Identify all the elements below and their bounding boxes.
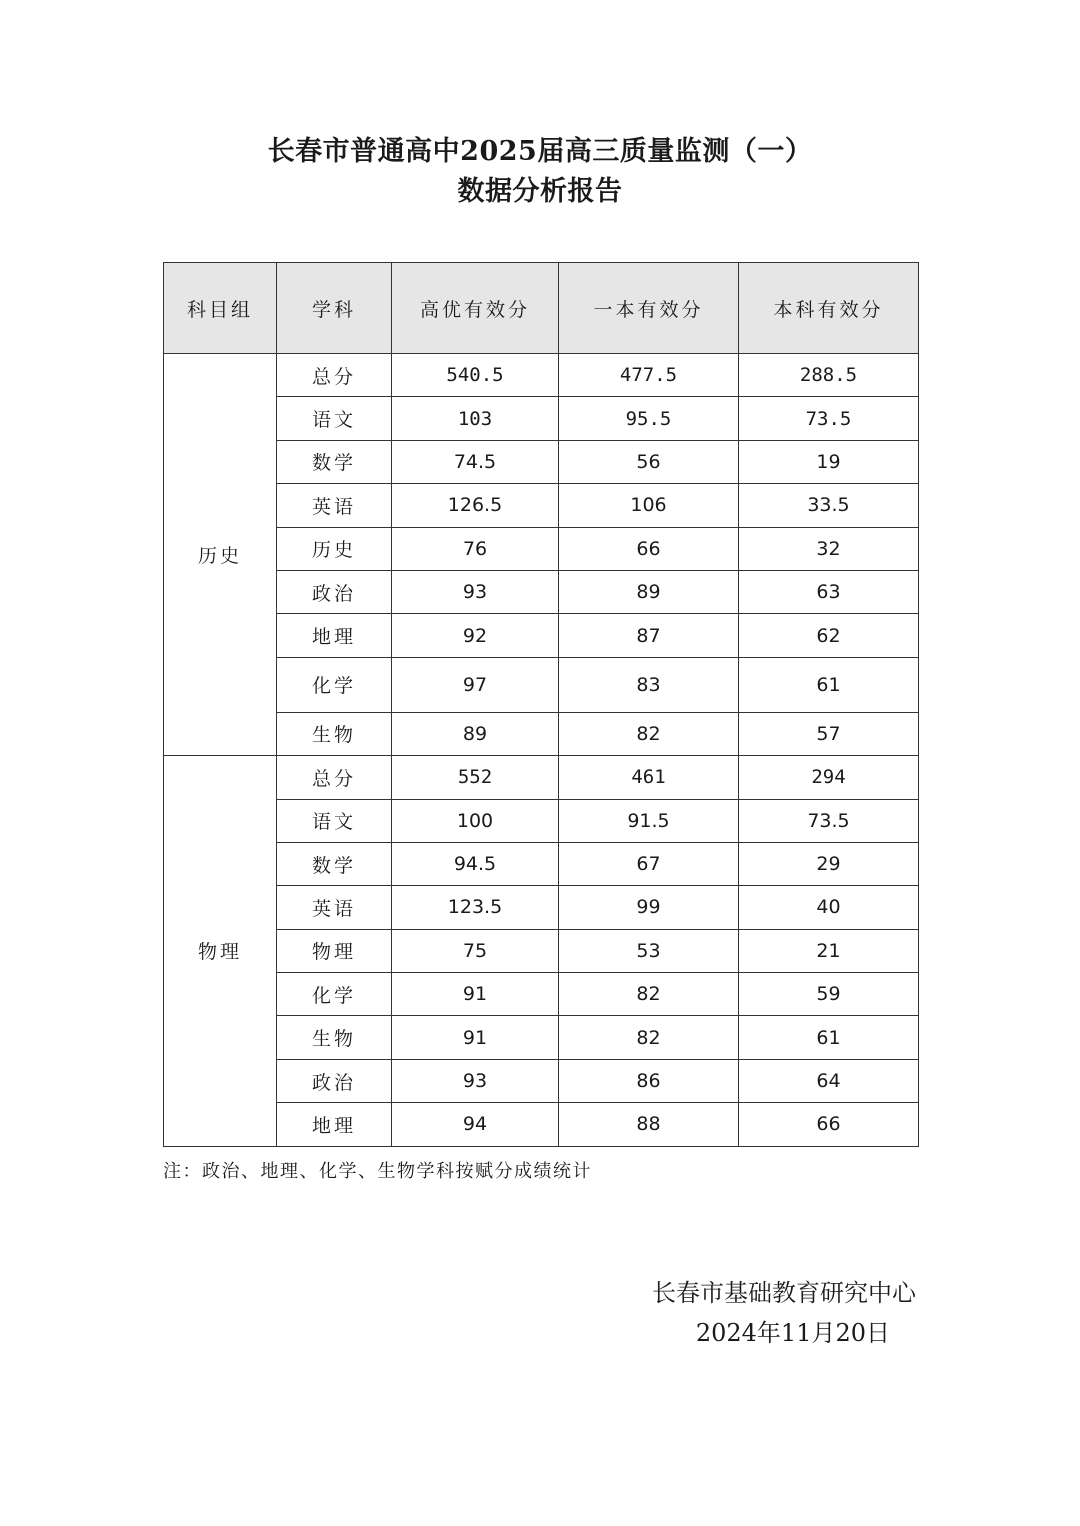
- subject-cell: 地理: [277, 614, 392, 657]
- high-score-cell: 552: [392, 756, 559, 799]
- tier1-score-cell: 82: [559, 712, 739, 755]
- subject-cell: 语文: [277, 397, 392, 440]
- high-score-cell: 89: [392, 712, 559, 755]
- high-score-cell: 92: [392, 614, 559, 657]
- subject-cell: 物理: [277, 929, 392, 972]
- tier1-score-cell: 106: [559, 484, 739, 527]
- table-row: [164, 570, 919, 613]
- subject-group-cell: 物理: [164, 756, 277, 1147]
- high-score-cell: 74.5: [392, 440, 559, 483]
- high-score-cell: 103: [392, 397, 559, 440]
- subject-cell: 生物: [277, 1016, 392, 1059]
- subject-cell: 历史: [277, 527, 392, 570]
- header-undergrad-score: 本科有效分: [739, 263, 919, 354]
- tier1-score-cell: 82: [559, 973, 739, 1016]
- table-row: [164, 657, 919, 712]
- subject-cell: 语文: [277, 799, 392, 842]
- tier1-score-cell: 67: [559, 842, 739, 885]
- undergrad-score-cell: 57: [739, 712, 919, 755]
- undergrad-score-cell: 288.5: [739, 354, 919, 397]
- undergrad-score-cell: 59: [739, 973, 919, 1016]
- header-high-score: 高优有效分: [392, 263, 559, 354]
- tier1-score-cell: 99: [559, 886, 739, 929]
- high-score-cell: 94.5: [392, 842, 559, 885]
- table-row: [164, 1059, 919, 1102]
- title-line-2: 数据分析报告: [457, 176, 623, 207]
- table-header-row: [164, 263, 919, 354]
- high-score-cell: 100: [392, 799, 559, 842]
- title-line-1: 长春市普通高中2025届高三质量监测（一）: [267, 136, 813, 167]
- table-row: [164, 354, 919, 397]
- undergrad-score-cell: 73.5: [739, 397, 919, 440]
- table-body: [164, 354, 919, 1147]
- table-row: [164, 929, 919, 972]
- subject-cell: 总分: [277, 354, 392, 397]
- subject-cell: 化学: [277, 973, 392, 1016]
- tier1-score-cell: 477.5: [559, 354, 739, 397]
- issuer-name: 长春市基础教育研究中心: [652, 1279, 916, 1307]
- tier1-score-cell: 95.5: [559, 397, 739, 440]
- undergrad-score-cell: 19: [739, 440, 919, 483]
- high-score-cell: 94: [392, 1103, 559, 1146]
- score-table: [163, 262, 919, 1147]
- tier1-score-cell: 87: [559, 614, 739, 657]
- table-row: [164, 484, 919, 527]
- undergrad-score-cell: 62: [739, 614, 919, 657]
- subject-cell: 地理: [277, 1103, 392, 1146]
- table-row: [164, 842, 919, 885]
- table-row: [164, 886, 919, 929]
- high-score-cell: 93: [392, 1059, 559, 1102]
- tier1-score-cell: 82: [559, 1016, 739, 1059]
- undergrad-score-cell: 61: [739, 1016, 919, 1059]
- subject-cell: 化学: [277, 657, 392, 712]
- table-row: [164, 1103, 919, 1146]
- subject-cell: 总分: [277, 756, 392, 799]
- subject-cell: 数学: [277, 440, 392, 483]
- table-header: [164, 263, 919, 354]
- tier1-score-cell: 56: [559, 440, 739, 483]
- tier1-score-cell: 83: [559, 657, 739, 712]
- subject-cell: 数学: [277, 842, 392, 885]
- footnote: 注：政治、地理、化学、生物学科按赋分成绩统计: [163, 1161, 592, 1182]
- undergrad-score-cell: 29: [739, 842, 919, 885]
- high-score-cell: 91: [392, 973, 559, 1016]
- tier1-score-cell: 53: [559, 929, 739, 972]
- tier1-score-cell: 86: [559, 1059, 739, 1102]
- high-score-cell: 91: [392, 1016, 559, 1059]
- high-score-cell: 76: [392, 527, 559, 570]
- tier1-score-cell: 461: [559, 756, 739, 799]
- undergrad-score-cell: 21: [739, 929, 919, 972]
- tier1-score-cell: 66: [559, 527, 739, 570]
- table-row: [164, 1016, 919, 1059]
- subject-cell: 政治: [277, 570, 392, 613]
- issue-date: 2024年11月20日: [695, 1319, 890, 1347]
- subject-group-cell: 历史: [164, 354, 277, 756]
- tier1-score-cell: 91.5: [559, 799, 739, 842]
- undergrad-score-cell: 63: [739, 570, 919, 613]
- table-row: [164, 614, 919, 657]
- subject-cell: 政治: [277, 1059, 392, 1102]
- high-score-cell: 540.5: [392, 354, 559, 397]
- table-row: [164, 397, 919, 440]
- table-row: [164, 799, 919, 842]
- tier1-score-cell: 88: [559, 1103, 739, 1146]
- header-tier1-score: 一本有效分: [559, 263, 739, 354]
- high-score-cell: 97: [392, 657, 559, 712]
- undergrad-score-cell: 61: [739, 657, 919, 712]
- high-score-cell: 123.5: [392, 886, 559, 929]
- report-title: [0, 132, 1080, 212]
- header-subject-group: 科目组: [164, 263, 277, 354]
- header-subject: 学科: [277, 263, 392, 354]
- table-row: [164, 527, 919, 570]
- subject-cell: 英语: [277, 886, 392, 929]
- undergrad-score-cell: 294: [739, 756, 919, 799]
- table-row: [164, 756, 919, 799]
- undergrad-score-cell: 40: [739, 886, 919, 929]
- tier1-score-cell: 89: [559, 570, 739, 613]
- high-score-cell: 75: [392, 929, 559, 972]
- undergrad-score-cell: 64: [739, 1059, 919, 1102]
- undergrad-score-cell: 66: [739, 1103, 919, 1146]
- table-row: [164, 973, 919, 1016]
- table-row: [164, 440, 919, 483]
- subject-cell: 英语: [277, 484, 392, 527]
- undergrad-score-cell: 33.5: [739, 484, 919, 527]
- subject-cell: 生物: [277, 712, 392, 755]
- high-score-cell: 93: [392, 570, 559, 613]
- high-score-cell: 126.5: [392, 484, 559, 527]
- table-row: [164, 712, 919, 755]
- undergrad-score-cell: 32: [739, 527, 919, 570]
- undergrad-score-cell: 73.5: [739, 799, 919, 842]
